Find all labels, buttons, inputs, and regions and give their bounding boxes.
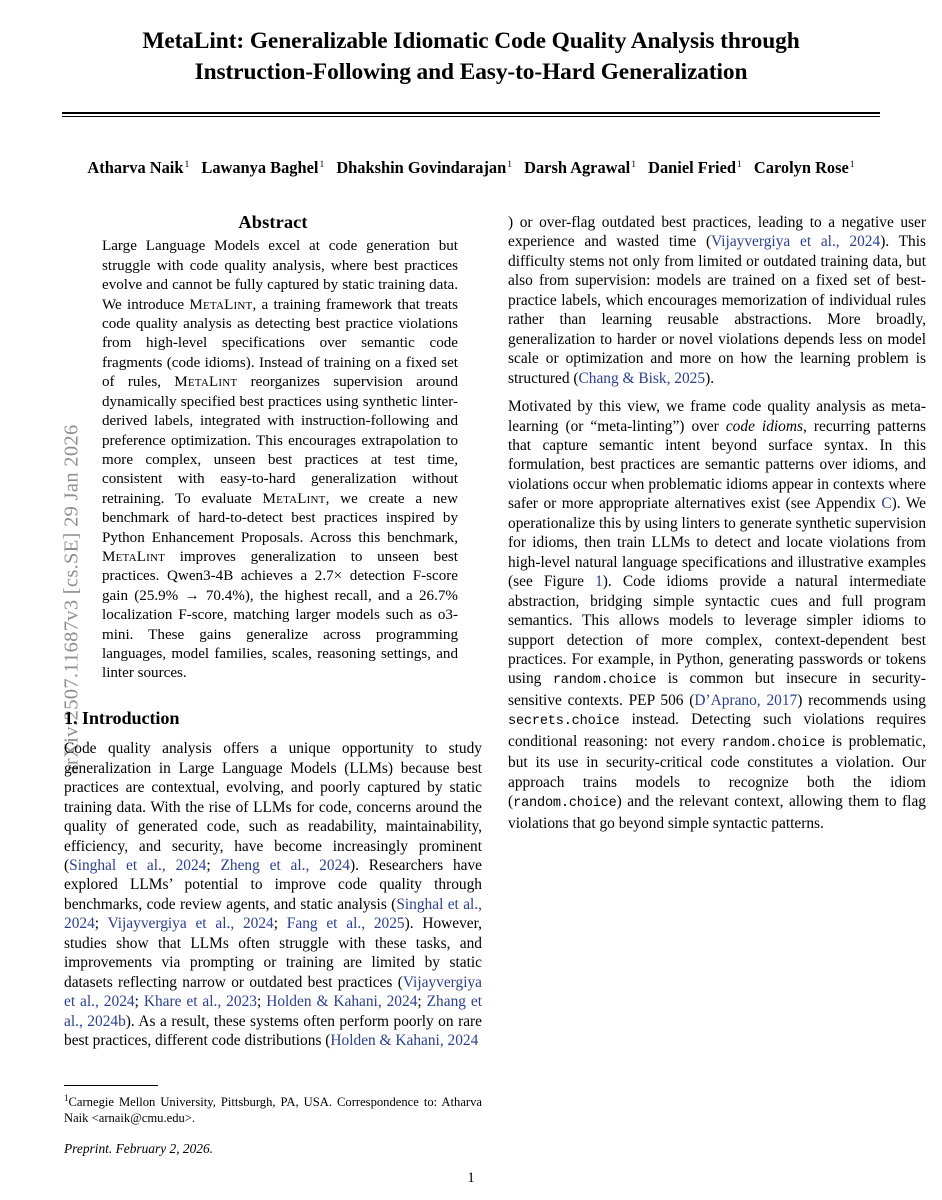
author-affiliation-marker: 1	[507, 158, 513, 170]
abstract-seg: , we create a new benchmark of hard-to-detect best practices inspired by Python Enhancement Proposals. Across this benchmark,	[102, 490, 458, 546]
citation-link[interactable]: Vijayvergiya et al., 2024	[107, 915, 274, 933]
footnote-divider	[64, 1085, 158, 1086]
intro-seg: ).	[705, 369, 715, 387]
intro-seg: ;	[134, 993, 144, 1011]
citation-link[interactable]: Singhal et al., 2024	[64, 895, 482, 933]
citation-link[interactable]: Holden & Kahani, 2024	[330, 1032, 479, 1050]
intro-paragraph-1-continued	[508, 213, 926, 388]
citation-link[interactable]: Vijayvergiya et al., 2024	[711, 233, 881, 251]
author-name: Atharva Naik	[87, 158, 184, 177]
code-span-secrets-choice: secrets.choice	[508, 714, 620, 730]
intro-seg: ;	[94, 915, 108, 933]
author-affiliation-marker: 1	[849, 158, 855, 170]
author-name: Darsh Agrawal	[524, 158, 631, 177]
preprint-notice: Preprint. February 2, 2026.	[64, 1141, 214, 1156]
intro-seg: is problematic, but its use in security-critical code constitutes a violation. Our approach trains models to recognize both the idiom (	[508, 732, 926, 811]
intro-seg: , recurring patterns that capture semantic intent beyond surface syntax. In this formulation, best practices are semantic patterns over idioms, and violations occur when problematic idioms appear in contexts where safer or more appropriate alternatives exist (see Appendix	[508, 417, 927, 513]
figure-reference-link[interactable]: 1	[595, 573, 603, 591]
arxiv-stamp: arXiv:2507.11687v3 [cs.SE] 29 Jan 2026	[60, 424, 83, 775]
code-span-random-choice: random.choice	[721, 735, 826, 751]
abstract-heading: Abstract	[238, 212, 308, 232]
citation-link[interactable]: Chang & Bisk, 2025	[578, 369, 706, 387]
abstract-seg: improves generalization to unseen best practices. Qwen3-4B achieves a 2.7× detection F-score gain (25.9% → 70.4%), the highest recall, and a 26.7% localization F-score, matching larger models such as o3-mini. These gains generalize across programming languages, model families, scales, reasoning settings, and linter sources.	[102, 548, 458, 682]
intro-seg: ;	[273, 915, 287, 933]
abstract-seg: , a training framework that treats code quality analysis as detecting best practice violations from high-level specifications over semantic code fragments (code idioms). Instead of training on a fixed set of rules,	[102, 296, 458, 391]
author-affiliation-marker: 1	[737, 158, 742, 170]
intro-seg: ). We operationalize this by using linters to generate synthetic supervision for idioms, then train LLMs to detect and locate violations from high-level natural language specifications and illustrative examples (see Figure	[508, 495, 927, 591]
author-entry	[754, 158, 855, 177]
intro-paragraph-1	[64, 739, 482, 1050]
right-column	[508, 213, 926, 842]
citation-link[interactable]: D’Aprano, 2017	[694, 691, 798, 709]
footnote-body: Carnegie Mellon University, Pittsburgh, PA, USA. Correspondence to: Atharva Naik <arnaik@cmu.edu>.	[64, 1095, 482, 1125]
author-entry	[524, 158, 636, 177]
page-title	[62, 26, 880, 88]
author-entry	[648, 158, 742, 177]
author-name: Lawanya Baghel	[201, 158, 319, 177]
code-span-random-choice: random.choice	[552, 673, 657, 689]
metalint-smallcaps: MetaLint	[189, 296, 253, 313]
citation-link[interactable]: Zheng et al., 2024	[220, 856, 350, 874]
citation-link[interactable]: Fang et al., 2025	[286, 915, 405, 933]
author-name: Dhakshin Govindarajan	[336, 158, 507, 177]
footnote-block	[64, 1085, 482, 1126]
author-name: Daniel Fried	[648, 158, 737, 177]
italic-term-code-idioms: code idioms	[725, 417, 803, 435]
citation-link[interactable]: Holden & Kahani, 2024	[266, 993, 418, 1011]
author-affiliation-marker: 1	[319, 158, 325, 170]
author-entry	[201, 158, 324, 177]
intro-seg: ) recommends using	[797, 691, 926, 709]
author-affiliation-marker: 1	[184, 158, 190, 170]
intro-seg: ). As a result, these systems often perform poorly on rare best practices, different code distributions (	[64, 1012, 482, 1050]
footnote-marker: 1	[64, 1093, 69, 1103]
code-span-random-choice: random.choice	[513, 796, 617, 812]
intro-seg: ;	[256, 993, 267, 1011]
intro-seg: ) or over-flag outdated best practices, leading to a negative user experience and wasted time (	[508, 214, 926, 251]
author-name: Carolyn Rose	[753, 158, 849, 177]
citation-link[interactable]: Vijayvergiya et al., 2024	[64, 973, 482, 1011]
author-affiliation-marker: 1	[631, 158, 637, 170]
citation-link[interactable]: Zhang et al., 2024b	[64, 993, 483, 1030]
intro-seg: ;	[206, 856, 221, 874]
title-divider	[62, 112, 880, 117]
intro-seg: ). Researchers have explored LLMs’ potential to improve code quality through benchmarks, code review agents, and static analysis (	[64, 856, 482, 913]
intro-seg: instead. Detecting such violations requires conditional reasoning: not every	[508, 711, 926, 750]
author-entry	[336, 158, 512, 177]
abstract-text	[102, 237, 458, 683]
intro-seg: ). Code idioms provide a natural intermediate abstraction, bridging simple syntactic cues and full program semantics. This allows models to leverage simpler idioms to support detection of more complex, context-dependent best practices. For example, in Python, generating passwords or tokens using	[508, 573, 926, 688]
appendix-reference-link[interactable]: C	[881, 495, 892, 513]
author-entry	[87, 158, 189, 177]
intro-paragraph-2	[508, 397, 926, 833]
footnote-text	[64, 1091, 482, 1126]
metalint-smallcaps: MetaLint	[102, 548, 166, 565]
metalint-smallcaps: MetaLint	[262, 490, 326, 507]
intro-seg: ;	[417, 993, 427, 1011]
intro-seg: ). However, studies show that LLMs often struggle with these tasks, and improvements via prompting or training are limited by static datasets reflecting narrow or outdated best practices (	[64, 915, 482, 991]
citation-link[interactable]: Singhal et al., 2024	[69, 856, 207, 874]
abstract-seg: Large Language Models excel at code generation but struggle with code quality analysis, where best practices evolve and cannot be fully captured by static training data. We introduce	[102, 238, 458, 313]
citation-link[interactable]: Khare et al., 2023	[143, 993, 257, 1011]
metalint-smallcaps: MetaLint	[174, 374, 238, 391]
section-heading-introduction: 1. Introduction	[64, 707, 180, 728]
intro-seg: ) and the relevant context, allowing them to flag violations that go beyond simple syntactic patterns.	[508, 793, 926, 832]
paper-title-line-2: Instruction-Following and Easy-to-Hard Generalization	[194, 59, 748, 85]
page-number: 1	[467, 1170, 475, 1186]
paper-title-line-1: MetaLint: Generalizable Idiomatic Code Quality Analysis through	[142, 28, 800, 54]
intro-seg: Code quality analysis offers a unique opportunity to study generalization in Large Language Models (LLMs) because best practices are contextual, evolving, and poorly captured by static training data. With the rise of LLMs for code, concerns around the quality of generated code, such as readability, maintainability, efficiency, and security, have become increasingly prominent (	[64, 740, 482, 874]
author-list	[62, 158, 880, 178]
left-column	[64, 213, 482, 1060]
intro-seg: Motivated by this view, we frame code quality analysis as meta-learning (or “meta-linting”) over	[508, 398, 926, 435]
abstract-seg: reorganizes supervision around dynamically specified best practices using synthetic linter-derived labels, integrated with instruction-following and preference optimization. This encourages extrapolation to more complex, unseen best practices at test time, consistent with easy-to-hard generalization without retraining. To evaluate	[102, 374, 458, 507]
intro-seg: ). This difficulty stems not only from limited or outdated training data, but also from supervision: models are trained on a fixed set of best-practice labels, which encourages memorization of individual rules rather than learning reusable abstractions. More broadly, generalization to harder or novel violations depends less on model scale or optimization and more on how the learning problem is structured (	[508, 233, 926, 387]
intro-seg: is common but insecure in security-sensitive contexts. PEP 506 (	[508, 670, 926, 709]
